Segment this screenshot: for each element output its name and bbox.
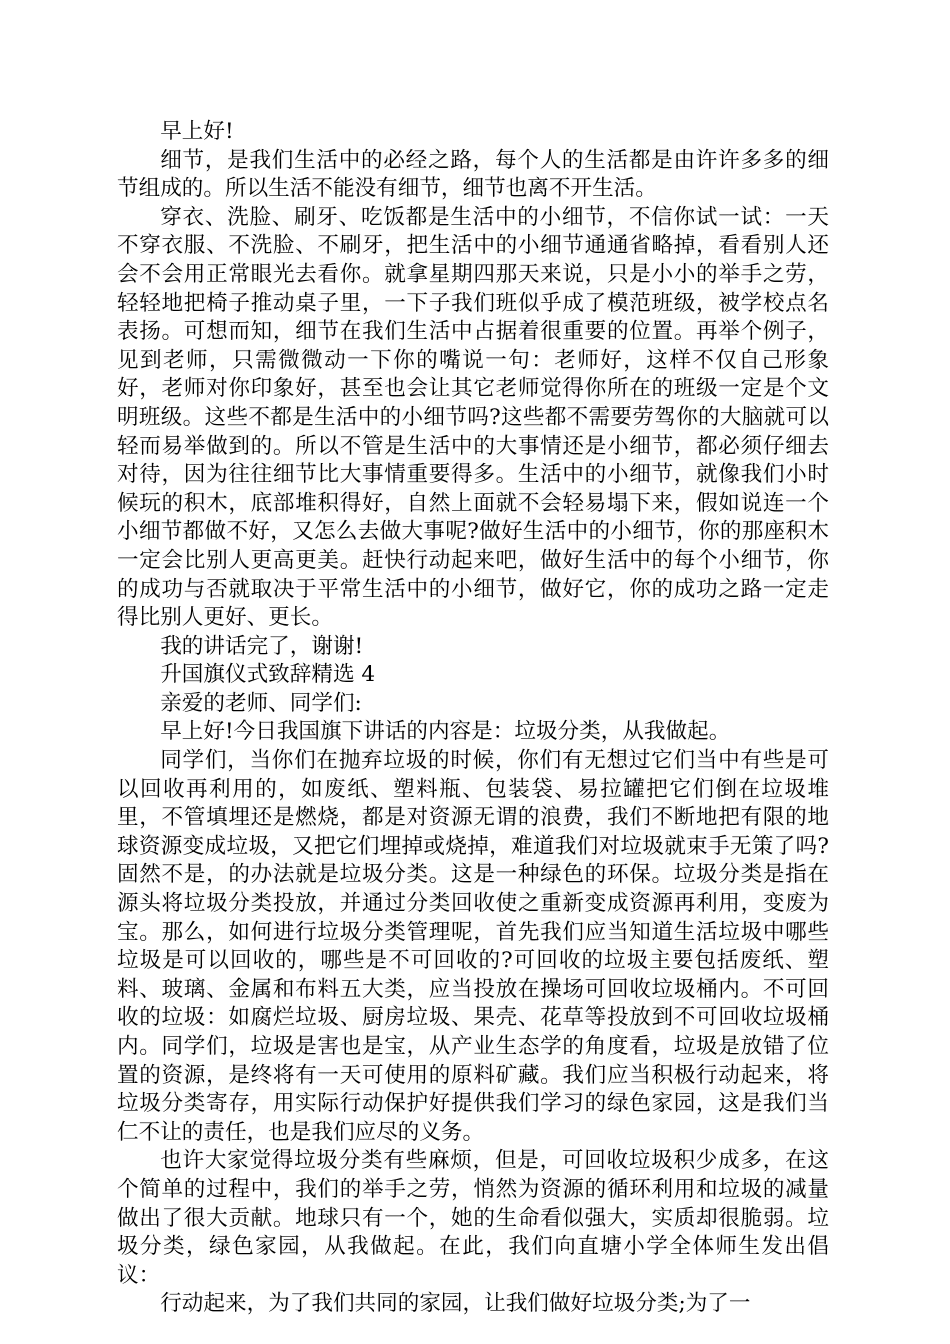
paragraph-details-intro: 细节，是我们生活中的必经之路，每个人的生活都是由许许多多的细节组成的。所以生活不能没有细节，细节也离不开生活。 <box>117 147 829 202</box>
paragraph-salutation: 亲爱的老师、同学们: <box>160 690 362 716</box>
paragraph-topic: 早上好!今日我国旗下讲话的内容是：垃圾分类，从我做起。 <box>160 719 731 745</box>
paragraph-greeting: 早上好! <box>160 119 234 144</box>
paragraph-closing: 我的讲话完了，谢谢! <box>160 633 364 659</box>
section-heading: 升国旗仪式致辞精选 4 <box>160 662 376 688</box>
paragraph-proposal: 也许大家觉得垃圾分类有些麻烦，但是，可回收垃圾积少成多，在这个简单的过程中，我们的举手之劳，悄然为资源的循环利用和垃圾的减量做出了很大贡献。地球只有一个，她的生命看似强大，实质却很脆弱。垃圾分类，绿色家园，从我做起。在此，我们向直塘小学全体师生发出倡议： <box>117 1148 829 1288</box>
document-page <box>117 118 829 1319</box>
paragraph-details-body: 穿衣、洗脸、刷牙、吃饭都是生活中的小细节，不信你试一试：一天不穿衣服、不洗脸、不刷牙，把生活中的小细节通通省略掉，看看别人还会不会用正常眼光去看你。就拿星期四那天来说，只是小小的举手之劳，轻轻地把椅子推动桌子里，一下子我们班似乎成了模范班级，被学校点名表扬。可想而知，细节在我们生活中占据着很重要的位置。再举个例子，见到老师，只需微微动一下你的嘴说一句：老师好，这样不仅自己形象好，老师对你印象好，甚至也会让其它老师觉得你所在的班级一定是个文明班级。这些不都是生活中的小细节吗?这些都不需要劳驾你的大脑就可以轻而易举做到的。所以不管是生活中的大事情还是小细节，都必须仔细去对待，因为往往细节比大事情重要得多。生活中的小细节，就像我们小时候玩的积木，底部堆积得好，自然上面就不会轻易塌下来，假如说连一个小细节都做不好，又怎么去做大事呢?做好生活中的小细节，你的那座积木一定会比别人更高更美。赶快行动起来吧，做好生活中的每个小细节，你的成功与否就取决于平常生活中的小细节，做好它，你的成功之路一定走得比别人更好、更长。 <box>117 204 829 631</box>
paragraph-garbage-sorting: 同学们，当你们在抛弃垃圾的时候，你们有无想过它们当中有些是可以回收再利用的，如废纸、塑料瓶、包装袋、易拉罐把它们倒在垃圾堆里，不管填埋还是燃烧，都是对资源无谓的浪费，我们不断地把有限的地球资源变成垃圾，又把它们埋掉或烧掉，难道我们对垃圾就束手无策了吗?固然不是，的办法就是垃圾分类。这是一种绿色的环保。垃圾分类是指在源头将垃圾分类投放，并通过分类回收使之重新变成资源再利用，变废为宝。那么，如何进行垃圾分类管理呢，首先我们应当知道生活垃圾中哪些垃圾是可以回收的，哪些是不可回收的?可回收的垃圾主要包括废纸、塑料、玻璃、金属和布料五大类，应当投放在操场可回收垃圾桶内。不可回收的垃圾：如腐烂垃圾、厨房垃圾、果壳、花草等投放到不可回收垃圾桶内。同学们，垃圾是害也是宝，从产业生态学的角度看，垃圾是放错了位置的资源，是终将有一天可使用的原料矿藏。我们应当积极行动起来，将垃圾分类寄存，用实际行动保护好提供我们学习的绿色家园，这是我们当仁不让的责任，也是我们应尽的义务。 <box>117 748 829 1145</box>
paragraph-call-to-action: 行动起来，为了我们共同的家园，让我们做好垃圾分类;为了一 <box>160 1291 751 1317</box>
